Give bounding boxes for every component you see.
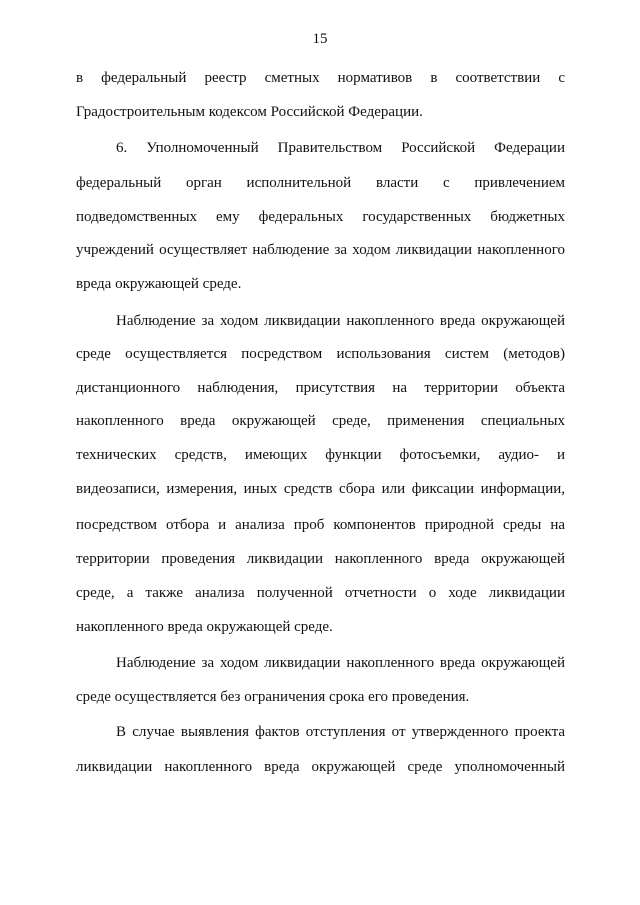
page-number: 15 (312, 31, 328, 47)
text-line: среде осуществляется посредством использования систем (методов) (76, 346, 565, 362)
text-line: В случае выявления фактов отступления от утвержденного проекта (116, 724, 565, 740)
text-line: вреда окружающей среде. (76, 276, 242, 292)
text-line: Градостроительным кодексом Российской Федерации. (76, 104, 423, 120)
text-line: дистанционного наблюдения, присутствия на территории объекта (76, 380, 565, 396)
text-line: ликвидации накопленного вреда окружающей среде уполномоченный (76, 759, 565, 775)
text-line: технических средств, имеющих функции фотосъемки, аудио- и (76, 447, 565, 463)
text-line: среде, а также анализа полученной отчетности о ходе ликвидации (76, 585, 565, 601)
text-line: учреждений осуществляет наблюдение за ходом ликвидации накопленного (76, 242, 565, 258)
text-line: накопленного вреда окружающей среде. (76, 619, 333, 635)
text-line: Наблюдение за ходом ликвидации накопленного вреда окружающей (116, 655, 565, 671)
text-line: территории проведения ликвидации накопленного вреда окружающей (76, 551, 565, 567)
text-line: среде осуществляется без ограничения срока его проведения. (76, 689, 470, 705)
text-line: накопленного вреда окружающей среде, применения специальных (76, 413, 565, 429)
text-line: посредством отбора и анализа проб компонентов природной среды на (76, 517, 565, 533)
text-line: 6. Уполномоченный Правительством Российской Федерации (116, 140, 565, 156)
text-line: видеозаписи, измерения, иных средств сбора или фиксации информации, (76, 481, 565, 497)
text-line: Наблюдение за ходом ликвидации накопленного вреда окружающей (116, 313, 565, 329)
text-line: подведомственных ему федеральных государственных бюджетных (76, 209, 565, 225)
text-line: в федеральный реестр сметных нормативов в соответствии с (76, 70, 565, 86)
text-line: федеральный орган исполнительной власти с привлечением (76, 175, 565, 191)
